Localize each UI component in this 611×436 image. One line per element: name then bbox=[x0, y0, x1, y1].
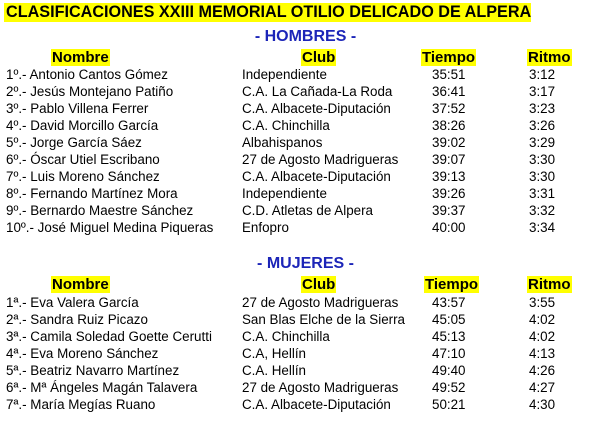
runner-pace: 3:29 bbox=[529, 135, 556, 150]
runner-time: 45:13 bbox=[432, 329, 466, 344]
runner-club: C.A, Hellín bbox=[242, 346, 306, 361]
table-row bbox=[0, 363, 611, 379]
runner-name: 1ª.- Eva Valera García bbox=[6, 295, 139, 310]
runner-pace: 3:32 bbox=[529, 203, 556, 218]
runner-name: 2ª.- Sandra Ruiz Picazo bbox=[6, 312, 148, 327]
women-header-pace: Ritmo bbox=[528, 276, 571, 293]
runner-time: 39:07 bbox=[432, 152, 466, 167]
runner-pace: 4:13 bbox=[529, 346, 556, 361]
table-row bbox=[0, 397, 611, 413]
runner-time: 36:41 bbox=[432, 84, 466, 99]
women-header-club: Club bbox=[302, 276, 336, 293]
runner-club: Independiente bbox=[242, 67, 327, 82]
runner-time: 50:21 bbox=[432, 397, 466, 412]
runner-time: 49:40 bbox=[432, 363, 466, 378]
men-header-club: Club bbox=[302, 49, 336, 66]
runner-time: 37:52 bbox=[432, 101, 466, 116]
table-row bbox=[0, 101, 611, 117]
table-row bbox=[0, 84, 611, 100]
runner-time: 35:51 bbox=[432, 67, 466, 82]
runner-pace: 3:30 bbox=[529, 169, 556, 184]
runner-pace: 3:30 bbox=[529, 152, 556, 167]
runner-name: 4ª.- Eva Moreno Sánchez bbox=[6, 346, 159, 361]
runner-name: 3º.- Pablo Villena Ferrer bbox=[6, 101, 149, 116]
runner-pace: 3:26 bbox=[529, 118, 556, 133]
runner-club: 27 de Agosto Madrigueras bbox=[242, 295, 399, 310]
table-row bbox=[0, 203, 611, 219]
runner-pace: 4:30 bbox=[529, 397, 556, 412]
runner-name: 7ª.- María Megías Ruano bbox=[6, 397, 156, 412]
runner-club: C.A. Chinchilla bbox=[242, 329, 330, 344]
runner-club: 27 de Agosto Madrigueras bbox=[242, 380, 399, 395]
runner-name: 6º.- Óscar Utiel Escribano bbox=[6, 152, 160, 167]
men-section-heading: - HOMBRES - bbox=[254, 28, 357, 45]
table-row bbox=[0, 380, 611, 396]
table-row bbox=[0, 152, 611, 168]
table-row bbox=[0, 312, 611, 328]
runner-name: 9º.- Bernardo Maestre Sánchez bbox=[6, 203, 194, 218]
table-row bbox=[0, 169, 611, 185]
runner-time: 39:02 bbox=[432, 135, 466, 150]
runner-name: 10º.- José Miguel Medina Piqueras bbox=[6, 220, 214, 235]
runner-club: C.A. Chinchilla bbox=[242, 118, 330, 133]
men-header-time: Tiempo bbox=[422, 49, 476, 66]
runner-time: 49:52 bbox=[432, 380, 466, 395]
table-row bbox=[0, 295, 611, 311]
table-row bbox=[0, 329, 611, 345]
runner-club: San Blas Elche de la Sierra bbox=[242, 312, 406, 327]
runner-pace: 3:23 bbox=[529, 101, 556, 116]
runner-name: 2º.- Jesús Montejano Patiño bbox=[6, 84, 174, 99]
table-row bbox=[0, 220, 611, 236]
women-header-name: Nombre bbox=[52, 276, 109, 293]
men-header-pace: Ritmo bbox=[528, 49, 571, 66]
runner-club: C.A. Albacete-Diputación bbox=[242, 101, 391, 116]
runner-name: 1º.- Antonio Cantos Gómez bbox=[6, 67, 168, 82]
runner-time: 43:57 bbox=[432, 295, 466, 310]
women-header-time: Tiempo bbox=[425, 276, 479, 293]
runner-pace: 3:17 bbox=[529, 84, 556, 99]
table-row bbox=[0, 118, 611, 134]
runner-pace: 3:31 bbox=[529, 186, 556, 201]
runner-pace: 3:12 bbox=[529, 67, 556, 82]
runner-club: C.A. Albacete-Diputación bbox=[242, 397, 391, 412]
runner-club: Independiente bbox=[242, 186, 327, 201]
runner-pace: 4:02 bbox=[529, 329, 556, 344]
runner-name: 6ª.- Mª Ángeles Magán Talavera bbox=[6, 380, 198, 395]
runner-club: 27 de Agosto Madrigueras bbox=[242, 152, 399, 167]
runner-name: 7º.- Luis Moreno Sánchez bbox=[6, 169, 160, 184]
women-section-heading: - MUJERES - bbox=[257, 255, 354, 272]
table-row bbox=[0, 67, 611, 83]
runner-name: 4º.- David Morcillo García bbox=[6, 118, 159, 133]
runner-time: 45:05 bbox=[432, 312, 466, 327]
runner-club: C.A. La Cañada-La Roda bbox=[242, 84, 393, 99]
runner-time: 47:10 bbox=[432, 346, 466, 361]
runner-pace: 4:02 bbox=[529, 312, 556, 327]
runner-club: C.A. Hellín bbox=[242, 363, 306, 378]
runner-time: 40:00 bbox=[432, 220, 466, 235]
runner-club: C.D. Atletas de Alpera bbox=[242, 203, 374, 218]
runner-name: 8º.- Fernando Martínez Mora bbox=[6, 186, 178, 201]
runner-time: 38:26 bbox=[432, 118, 466, 133]
runner-pace: 3:34 bbox=[529, 220, 556, 235]
men-header-name: Nombre bbox=[52, 49, 109, 66]
runner-name: 3ª.- Camila Soledad Goette Cerutti bbox=[6, 329, 212, 344]
runner-time: 39:37 bbox=[432, 203, 466, 218]
runner-name: 5º.- Jorge García Sáez bbox=[6, 135, 142, 150]
runner-pace: 4:27 bbox=[529, 380, 556, 395]
page-title: CLASIFICACIONES XXIII MEMORIAL OTILIO DELICADO DE ALPERA bbox=[6, 3, 532, 21]
runner-club: Enfopro bbox=[242, 220, 289, 235]
runner-time: 39:26 bbox=[432, 186, 466, 201]
table-row bbox=[0, 186, 611, 202]
runner-pace: 3:55 bbox=[529, 295, 556, 310]
runner-time: 39:13 bbox=[432, 169, 466, 184]
runner-club: C.A. Albacete-Diputación bbox=[242, 169, 391, 184]
runner-pace: 4:26 bbox=[529, 363, 556, 378]
runner-club: Albahispanos bbox=[242, 135, 323, 150]
table-row bbox=[0, 346, 611, 362]
table-row bbox=[0, 135, 611, 151]
runner-name: 5ª.- Beatriz Navarro Martínez bbox=[6, 363, 180, 378]
